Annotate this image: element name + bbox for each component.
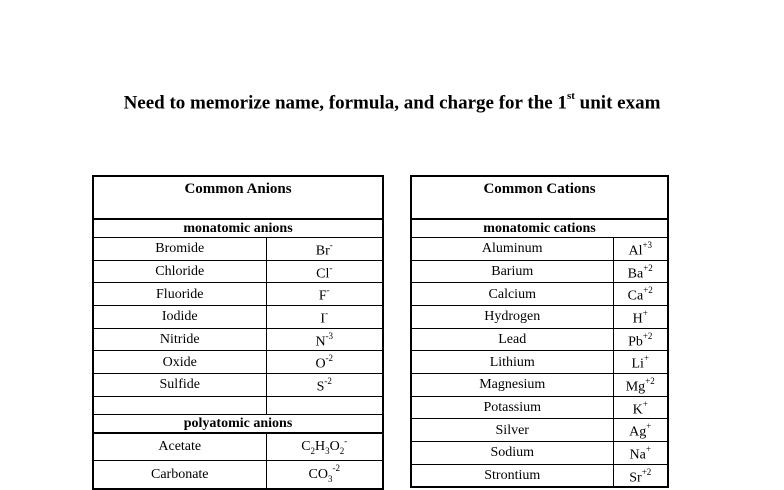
table-row: [93, 238, 383, 261]
table-row: [93, 305, 383, 328]
charge: -3: [325, 330, 334, 341]
charge: +2: [645, 375, 655, 386]
charge: +: [642, 398, 648, 409]
formula-symbol: $CO_3$: [308, 466, 333, 484]
ion-formula: [266, 461, 383, 489]
formula-symbol: Br: [315, 243, 330, 259]
table-row: [411, 351, 668, 374]
anions-section-row: [93, 414, 383, 433]
formula-symbol: Na: [629, 447, 646, 463]
ion-formula: [613, 396, 668, 419]
charge: -2: [324, 375, 332, 386]
cations-section-title: monatomic cations: [411, 219, 668, 238]
ion-name: Strontium: [411, 464, 613, 487]
ion-formula: [266, 433, 383, 461]
ion-formula: [613, 305, 668, 328]
cations-header-row: [411, 176, 668, 219]
ion-formula: [266, 328, 383, 351]
table-row: [411, 238, 668, 261]
formula-symbol: Ca: [627, 288, 644, 304]
ion-name: Nitride: [93, 328, 266, 351]
formula-symbol: Al: [628, 243, 643, 259]
ion-name: Potassium: [411, 396, 613, 419]
ion-name: Sulfide: [93, 373, 266, 396]
table-row: [93, 283, 383, 306]
charge: +: [645, 443, 651, 454]
table-row: [411, 396, 668, 419]
charge: +: [642, 307, 648, 318]
table-row: [411, 328, 668, 351]
anions-header-row: [93, 176, 383, 219]
ion-name: Aluminum: [411, 238, 613, 261]
anions-table-body: [93, 176, 383, 489]
charge: -: [325, 307, 329, 318]
table-row: [93, 373, 383, 396]
formula-symbol: F: [318, 288, 327, 304]
ion-formula: [613, 464, 668, 487]
charge: +2: [642, 330, 653, 341]
page-title: [0, 92, 784, 114]
ion-formula: [613, 283, 668, 306]
formula-symbol: $C_2H_3O_2$: [301, 439, 345, 457]
formula-symbol: I: [320, 311, 326, 327]
ion-name: Carbonate: [93, 461, 266, 489]
ion-formula: [266, 283, 383, 306]
formula-symbol: Pb: [628, 334, 643, 350]
charge: -: [329, 262, 333, 273]
formula-symbol: Sr: [629, 470, 642, 486]
ion-formula: [266, 396, 383, 414]
ion-name: Lithium: [411, 351, 613, 374]
formula-symbol: H: [632, 311, 643, 327]
charge: +3: [642, 240, 653, 250]
ion-name: Calcium: [411, 283, 613, 306]
ion-name: Sodium: [411, 441, 613, 464]
table-row: [411, 260, 668, 283]
formula-symbol: Ba: [627, 266, 644, 282]
charge: +2: [643, 262, 653, 273]
ion-name: Hydrogen: [411, 305, 613, 328]
table-row: [93, 328, 383, 351]
table-row: [93, 260, 383, 283]
ion-name: Chloride: [93, 260, 266, 283]
ion-formula: [266, 351, 383, 374]
ion-formula: [613, 351, 668, 374]
ion-name: Magnesium: [411, 373, 613, 396]
table-row: [93, 461, 383, 489]
charge: -: [329, 240, 333, 250]
title-superscript: st: [566, 90, 575, 102]
anions-section-title: polyatomic anions: [93, 414, 383, 433]
anions-section-row: [93, 219, 383, 238]
ion-name: Fluoride: [93, 283, 266, 306]
ion-formula: [613, 260, 668, 283]
table-row: [93, 396, 383, 414]
table-row: [93, 433, 383, 461]
ion-name: Barium: [411, 260, 613, 283]
charge: +: [646, 421, 652, 432]
ion-formula: [266, 305, 383, 328]
formula-symbol: Cl: [316, 266, 330, 282]
formula-subscript: 2: [310, 446, 316, 457]
formula-subscript: 3: [327, 473, 333, 484]
ion-name: Bromide: [93, 238, 266, 261]
anions-header: Common Anions: [93, 176, 383, 219]
charge: +2: [641, 466, 652, 477]
charge: +2: [643, 285, 653, 296]
charge: -2: [332, 463, 340, 474]
table-row: [411, 283, 668, 306]
cations-table: [410, 175, 669, 488]
ion-formula: [613, 441, 668, 464]
ion-name: Acetate: [93, 433, 266, 461]
table-row: [93, 351, 383, 374]
title-text: Need to memorize name, formula, and charge for the 1: [123, 92, 567, 114]
anions-table: [92, 175, 384, 490]
formula-symbol: Li: [631, 356, 644, 372]
table-row: [411, 464, 668, 487]
charge: -2: [325, 353, 334, 364]
table-row: [411, 373, 668, 396]
formula-subscript: 3: [325, 446, 330, 457]
charge: +: [643, 353, 650, 364]
charge: -: [326, 285, 330, 296]
table-row: [411, 419, 668, 442]
formula-symbol: N: [315, 334, 326, 350]
title-suffix: unit exam: [574, 92, 661, 114]
table-row: [411, 305, 668, 328]
ion-formula: [266, 373, 383, 396]
ion-name: [93, 396, 266, 414]
ion-name: Silver: [411, 419, 613, 442]
ion-formula: [613, 373, 668, 396]
charge: -: [344, 435, 348, 446]
ion-name: Oxide: [93, 351, 266, 374]
ion-formula: [266, 238, 383, 261]
formula-symbol: O: [315, 356, 326, 372]
ion-formula: [266, 260, 383, 283]
formula-symbol: S: [316, 379, 325, 395]
anions-section-title: monatomic anions: [93, 219, 383, 238]
cations-section-row: [411, 219, 668, 238]
ion-name: Lead: [411, 328, 613, 351]
ion-formula: [613, 328, 668, 351]
formula-subscript: 2: [339, 446, 345, 457]
formula-symbol: Mg: [625, 379, 646, 395]
table-row: [411, 441, 668, 464]
formula-symbol: Ag: [629, 424, 647, 440]
formula-symbol: K: [632, 402, 643, 418]
ion-formula: [613, 419, 668, 442]
cations-header: Common Cations: [411, 176, 668, 219]
ion-name: Iodide: [93, 305, 266, 328]
ion-formula: [613, 238, 668, 261]
